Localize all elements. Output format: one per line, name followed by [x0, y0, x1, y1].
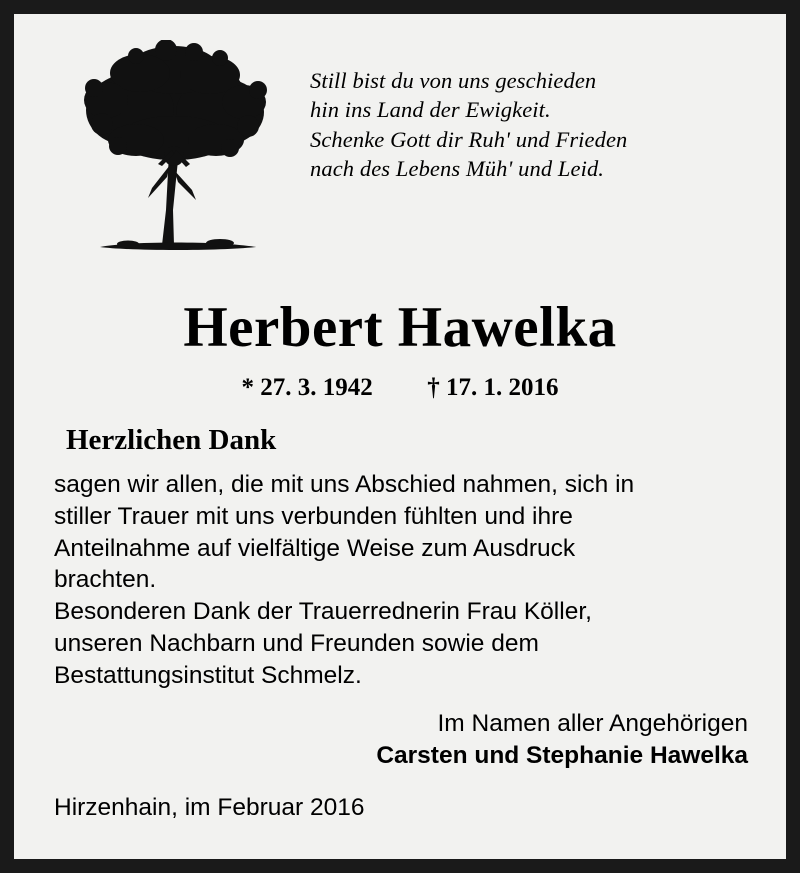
thanks-heading: Herzlichen Dank — [66, 423, 277, 456]
verse-line-1: Still bist du von uns geschieden — [310, 68, 597, 93]
signature: Carsten und Stephanie Hawelka — [376, 741, 748, 769]
place-and-date: Hirzenhain, im Februar 2016 — [54, 793, 365, 821]
verse-block — [310, 32, 760, 183]
verse-line-3: Schenke Gott dir Ruh' und Frieden — [310, 126, 628, 152]
body-line-6: unseren Nachbarn und Freunden sowie dem — [54, 630, 539, 658]
body-line-7: Bestattungsinstitut Schmelz. — [54, 661, 362, 689]
tree-icon — [70, 40, 280, 255]
deceased-name: Herbert Hawelka — [183, 296, 617, 359]
body-line-3: Anteilnahme auf vielfältige Weise zum Ausdruck — [54, 534, 576, 562]
notice-header — [40, 32, 760, 282]
death-date: † 17. 1. 2016 — [427, 373, 559, 401]
life-dates — [40, 374, 760, 402]
body-line-1: sagen wir allen, die mit uns Abschied nahmen, sich in — [54, 470, 635, 498]
body-line-5: Besonderen Dank der Trauerrednerin Frau Köller, — [54, 598, 592, 626]
body-line-2: stiller Trauer mit uns verbunden fühlten und ihre — [54, 502, 573, 530]
closing-block — [40, 710, 760, 770]
birth-date: * 27. 3. 1942 — [241, 373, 373, 401]
closing-line: Im Namen aller Angehörigen — [437, 709, 748, 737]
verse-line-2: hin ins Land der Ewigkeit. — [310, 97, 551, 123]
tree-illustration-container — [40, 32, 310, 255]
verse-line-4: nach des Lebens Müh' und Leid. — [310, 155, 605, 181]
thanks-body — [54, 469, 754, 692]
body-line-4: brachten. — [54, 566, 157, 594]
